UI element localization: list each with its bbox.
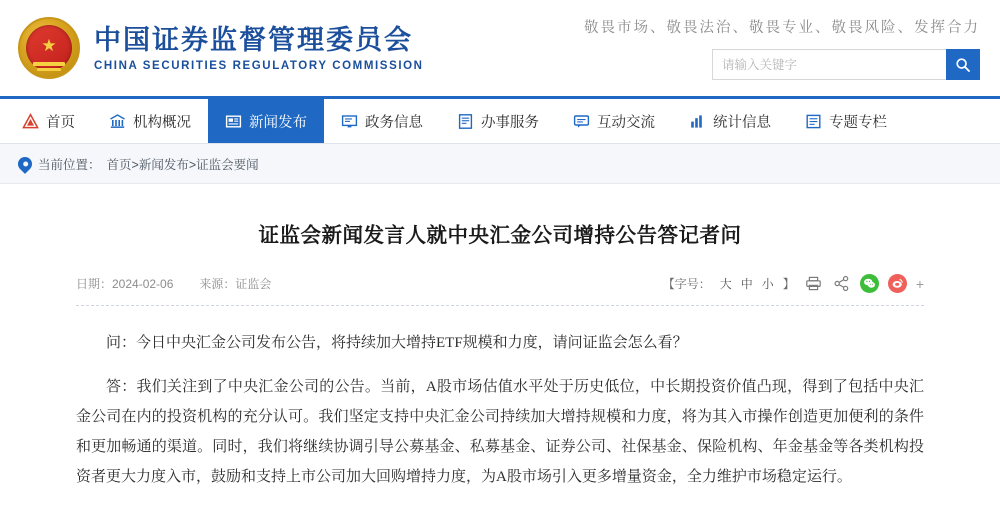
page-title: 证监会新闻发言人就中央汇金公司增持公告答记者问 <box>258 225 742 247</box>
nav-item-news-label: 新闻发布 <box>249 114 307 131</box>
article-paragraph: 问：今日中央汇金公司发布公告，将持续加大增持ETF规模和力度，请问证监会怎么看？ <box>106 335 688 351</box>
nav-item-organization-label: 机构概况 <box>133 114 191 131</box>
search-input[interactable] <box>712 49 946 80</box>
plus-icon[interactable]: + <box>915 275 924 292</box>
national-emblem-icon: ★ <box>18 17 80 79</box>
site-search <box>712 49 980 80</box>
site-title-en: CHINA SECURITIES REGULATORY COMMISSION <box>94 60 424 73</box>
site-header <box>0 0 1000 96</box>
font-size-label: 【字号： <box>662 277 711 291</box>
nav-item-statistics-label: 统计信息 <box>713 114 771 131</box>
nav-item-government-info-label: 政务信息 <box>365 114 423 131</box>
font-size-label-close: 】 <box>782 277 795 291</box>
search-button[interactable] <box>946 49 980 80</box>
nav-item-statistics[interactable] <box>672 99 788 143</box>
nav-item-interaction-label: 互动交流 <box>597 114 655 131</box>
chart-icon <box>689 113 706 130</box>
monitor-icon <box>341 113 358 130</box>
article <box>0 184 1000 492</box>
search-icon <box>955 57 971 73</box>
font-size-control <box>663 275 795 292</box>
news-icon <box>225 113 242 130</box>
font-size-medium[interactable]: 中 <box>740 277 753 291</box>
nav-item-services-label: 办事服务 <box>481 114 539 131</box>
nav-item-home[interactable] <box>18 99 92 143</box>
font-size-small[interactable]: 小 <box>761 277 774 291</box>
article-meta <box>76 274 924 293</box>
print-icon[interactable] <box>804 274 823 293</box>
nav-item-interaction[interactable] <box>556 99 672 143</box>
home-icon <box>22 113 39 130</box>
nav-item-services[interactable] <box>440 99 556 143</box>
nav-item-topics[interactable] <box>788 99 904 143</box>
bank-icon <box>109 113 126 130</box>
nav-item-news[interactable] <box>208 99 324 143</box>
share-icon[interactable] <box>832 274 851 293</box>
list-icon <box>805 113 822 130</box>
article-source: 来源：证监会 <box>199 277 272 291</box>
site-slogan: 敬畏市场、敬畏法治、敬畏专业、敬畏风险、发挥合力 <box>584 20 980 36</box>
chat-icon <box>573 113 590 130</box>
breadcrumb <box>0 144 1000 184</box>
breadcrumb-path[interactable]: 首页>新闻发布>证监会要闻 <box>106 157 259 172</box>
doc-icon <box>457 113 474 130</box>
nav-item-home-label: 首页 <box>46 114 75 131</box>
site-title-block <box>94 24 424 73</box>
weibo-icon[interactable] <box>888 274 907 293</box>
location-pin-icon <box>15 154 35 174</box>
article-body <box>76 328 924 492</box>
nav-item-government-info[interactable] <box>324 99 440 143</box>
site-title-cn: 中国证券监督管理委员会 <box>94 24 413 55</box>
main-nav <box>0 96 1000 144</box>
article-paragraph: 答：我们关注到了中央汇金公司的公告。当前，A股市场估值水平处于历史低位，中长期投资价值凸现，得到了包括中央汇金公司在内的投资机构的充分认可。我们坚定支持中央汇金公司持续加大增持规模和力度，将为其入市操作创造更加便利的条件和更加畅通的渠道。同时，我们将继续协调引导公募基金、私募基金、证券公司、社保基金、保险机构、年金基金等各类机构投资者更大力度入市，鼓励和支持上市公司加大回购增持力度，为A股市场引入更多增量资金，全力维护市场稳定运行。 <box>76 379 924 485</box>
breadcrumb-label: 当前位置： <box>38 157 101 172</box>
nav-item-organization[interactable] <box>92 99 208 143</box>
font-size-large[interactable]: 大 <box>719 277 732 291</box>
wechat-icon[interactable] <box>860 274 879 293</box>
nav-item-topics-label: 专题专栏 <box>829 114 887 131</box>
divider <box>76 305 924 306</box>
article-date: 日期：2024-02-06 <box>76 277 174 291</box>
header-right <box>584 16 982 80</box>
